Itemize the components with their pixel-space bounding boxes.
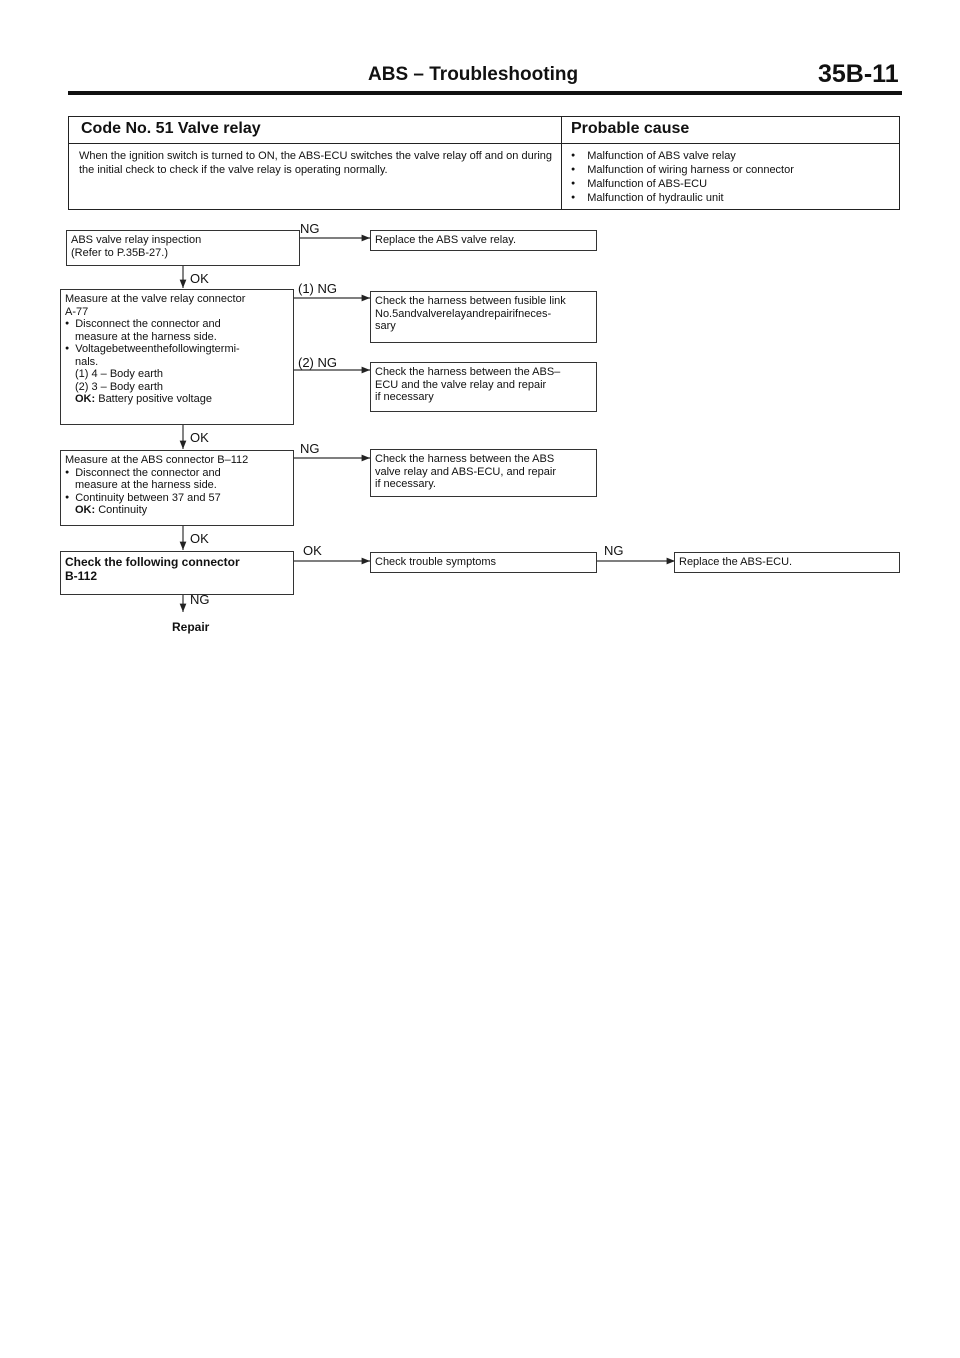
action-check-trouble-symptoms: Check trouble symptoms <box>370 552 597 573</box>
action-replace-abs-ecu: Replace the ABS-ECU. <box>674 552 900 573</box>
label-ng: NG <box>190 592 210 607</box>
page-header-title: ABS – Troubleshooting <box>368 64 579 85</box>
repair-label: Repair <box>172 620 210 634</box>
label-ng: NG <box>300 441 320 456</box>
page-number: 35B-11 <box>818 60 899 88</box>
probable-cause-title: Probable cause <box>571 120 690 137</box>
code-description: When the ignition switch is turned to ON, the ABS-ECU switches the valve relay off and on during the initial check to check if the valve relay is operating normally. <box>79 150 553 176</box>
step-valve-relay-inspection: ABS valve relay inspection (Refer to P.35B-27.) <box>66 230 300 266</box>
code-title: Code No. 51 Valve relay <box>81 120 261 137</box>
cause-item: ● Malfunction of ABS-ECU <box>571 177 794 191</box>
label-ok: OK <box>190 271 209 286</box>
step-measure-abs-connector: Measure at the ABS connector B–112 ● Disconnect the connector and measure at the harness side. ● Continuity between 37 and 57 OK: Continuity <box>60 450 294 526</box>
action-check-harness-fusible-link: Check the harness between fusible link No.5andvalverelayandrepairifneces- sary <box>370 291 597 343</box>
label-ok: OK <box>303 543 322 558</box>
label-ng-1: (1) NG <box>298 281 337 296</box>
step-measure-valve-relay-connector: Measure at the valve relay connector A-77 ● Disconnect the connector and measure at the harness side. ● Voltagebetweenthefollowingtermi- nals. (1) 4 – Body earth (2) 3 – Body earth OK: Battery positive voltage <box>60 289 294 425</box>
label-ng-2: (2) NG <box>298 355 337 370</box>
label-ok: OK <box>190 430 209 445</box>
action-replace-valve-relay: Replace the ABS valve relay. <box>370 230 597 251</box>
cause-item: ● Malfunction of wiring harness or connector <box>571 163 794 177</box>
label-ok: OK <box>190 531 209 546</box>
label-ng: NG <box>604 543 624 558</box>
cause-item: ● Malfunction of hydraulic unit <box>571 191 794 205</box>
action-check-harness-ecu-valve-relay: Check the harness between the ABS– ECU and the valve relay and repair if necessary <box>370 362 597 412</box>
label-ng: NG <box>300 221 320 236</box>
cause-item: ● Malfunction of ABS valve relay <box>571 149 794 163</box>
action-check-harness-valve-relay-ecu: Check the harness between the ABS valve relay and ABS-ECU, and repair if necessary. <box>370 449 597 497</box>
step-check-connector: Check the following connector B-112 <box>60 551 294 595</box>
